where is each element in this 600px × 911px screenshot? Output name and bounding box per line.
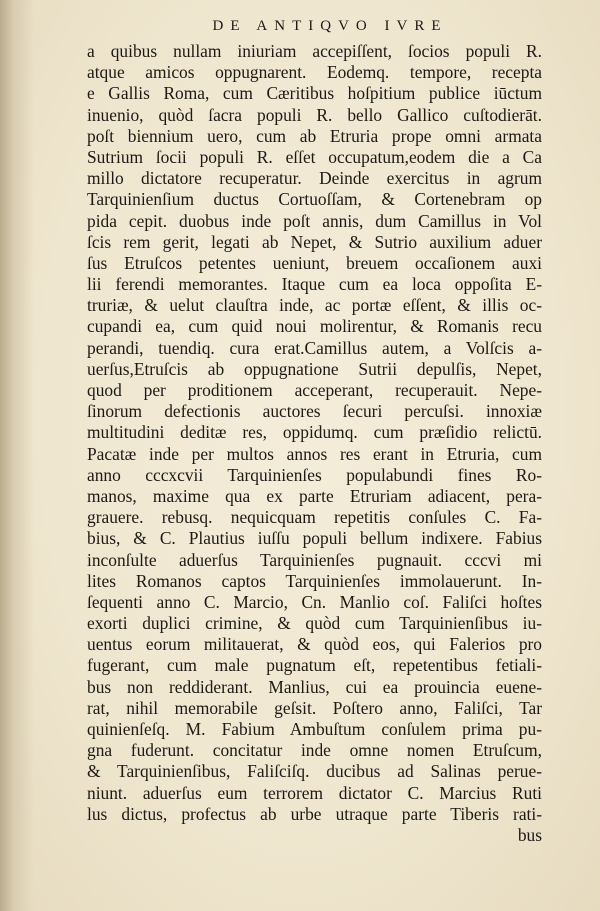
text-line: a quibus nullam iniuriam accepiſſent, ſocios populi R. bbox=[87, 41, 542, 61]
text-line: rat, nihil memorabile geſsit. Poſtero anno, Faliſci, Tar bbox=[87, 697, 542, 718]
text-line: grauere. rebusq. nequicquam repetitis conſules C. Fa- bbox=[87, 507, 542, 528]
text-line: lus dictus, profectus ab urbe utraque parte Tiberis rati- bbox=[87, 803, 542, 824]
text-line: perandi, tuendiq. cura erat.Camillus autem, a Volſcis a- bbox=[87, 337, 542, 358]
text-line: Pacatæ inde per multos annos res erant in Etruria, cum bbox=[87, 443, 542, 464]
text-line: uentus eorum militauerat, & quòd eos, qui Falerios pro bbox=[87, 634, 542, 655]
text-line: uerſus,Etruſcis ab oppugnatione Sutrii depulſis, Nepet, bbox=[87, 358, 542, 379]
running-head: DE ANTIQVO IVRE bbox=[212, 18, 448, 34]
text-line: inuenio, quòd ſacra populi R. bello Gallico cuſtodierāt. bbox=[87, 104, 542, 125]
text-line: quod per proditionem acceperant, recuperauit. Nepe- bbox=[87, 380, 542, 400]
text-line: quinienſeſq. M. Fabium Ambuſtum conſulem prima pu- bbox=[87, 719, 542, 739]
text-line: ſequenti anno C. Marcio, Cn. Manlio coſ. Faliſci hoſtes bbox=[87, 591, 542, 612]
text-line: anno cccxcvii Tarquinienſes populabundi fines Ro- bbox=[87, 464, 542, 485]
text-line: Sutrium ſocii populi R. eſſet occupatum,eodem die a Ca bbox=[87, 146, 542, 167]
text-line: exorti duplici crimine, & quòd cum Tarquinienſibus iu- bbox=[87, 613, 542, 634]
text-line: & Tarquinienſibus, Faliſciſq. ducibus ad Salinas perue- bbox=[87, 761, 542, 782]
text-line: lii ferendi memorantes. Itaque cum ea loca oppoſita E- bbox=[87, 274, 542, 295]
text-line: truriæ, & uelut clauſtra inde, ac portæ eſſent, & illis oc- bbox=[87, 295, 542, 316]
text-line: bus non reddiderant. Manlius, cui ea prouincia euene- bbox=[87, 676, 542, 697]
text-line: lites Romanos captos Tarquinienſes immolauerunt. In- bbox=[87, 570, 542, 591]
text-line: niunt. aduerſus eum terrorem dictator C. Marcius Ruti bbox=[87, 782, 542, 803]
text-line: atque amicos oppugnarent. Eodemq. tempore, recepta bbox=[87, 62, 542, 83]
text-line: ſcis rem gerit, legati ab Nepet, & Sutrio auxilium aduer bbox=[87, 231, 542, 252]
text-line: Tarquinienſium ductus Cortuoſſam, & Cortenebram op bbox=[87, 189, 542, 210]
text-line: ſinorum defectionis auctores ſecuri percuſsi. innoxiæ bbox=[87, 401, 542, 422]
text-line: inconſulte aduerſus Tarquinienſes pugnauit. cccvi mi bbox=[87, 549, 542, 570]
text-line: bius, & C. Plautius iuſſu populi bellum indixere. Fabius bbox=[87, 528, 542, 549]
text-line: cupandi ea, cum quid noui molirentur, & Romanis recu bbox=[87, 316, 542, 337]
text-block bbox=[87, 41, 542, 846]
gutter-shadow bbox=[0, 0, 34, 911]
text-line: ſus Etruſcos petentes ueniunt, breuem occaſionem auxi bbox=[87, 252, 542, 273]
text-line: millo dictatore recuperatur. Deinde exercitus in agrum bbox=[87, 168, 542, 189]
text-line: multitudini deditæ res, oppidumq. cum præſidio relictū. bbox=[87, 422, 542, 443]
text-line: bus bbox=[517, 824, 542, 845]
text-line: gna fuderunt. concitatur inde omne nomen Etruſcum, bbox=[87, 740, 542, 761]
text-line: fugerant, cum male pugnatum eſt, repetentibus fetiali- bbox=[87, 655, 542, 676]
text-line: e Gallis Roma, cum Cæritibus hoſpitium publice iūctum bbox=[87, 83, 542, 104]
text-line: pida cepit. duobus inde poſt annis, dum Camillus in Vol bbox=[87, 210, 542, 231]
text-line: poſt biennium uero, cum ab Etruria prope omni armata bbox=[87, 125, 542, 146]
text-line: manos, maxime qua ex parte Etruriam adiacent, pera- bbox=[87, 485, 542, 506]
